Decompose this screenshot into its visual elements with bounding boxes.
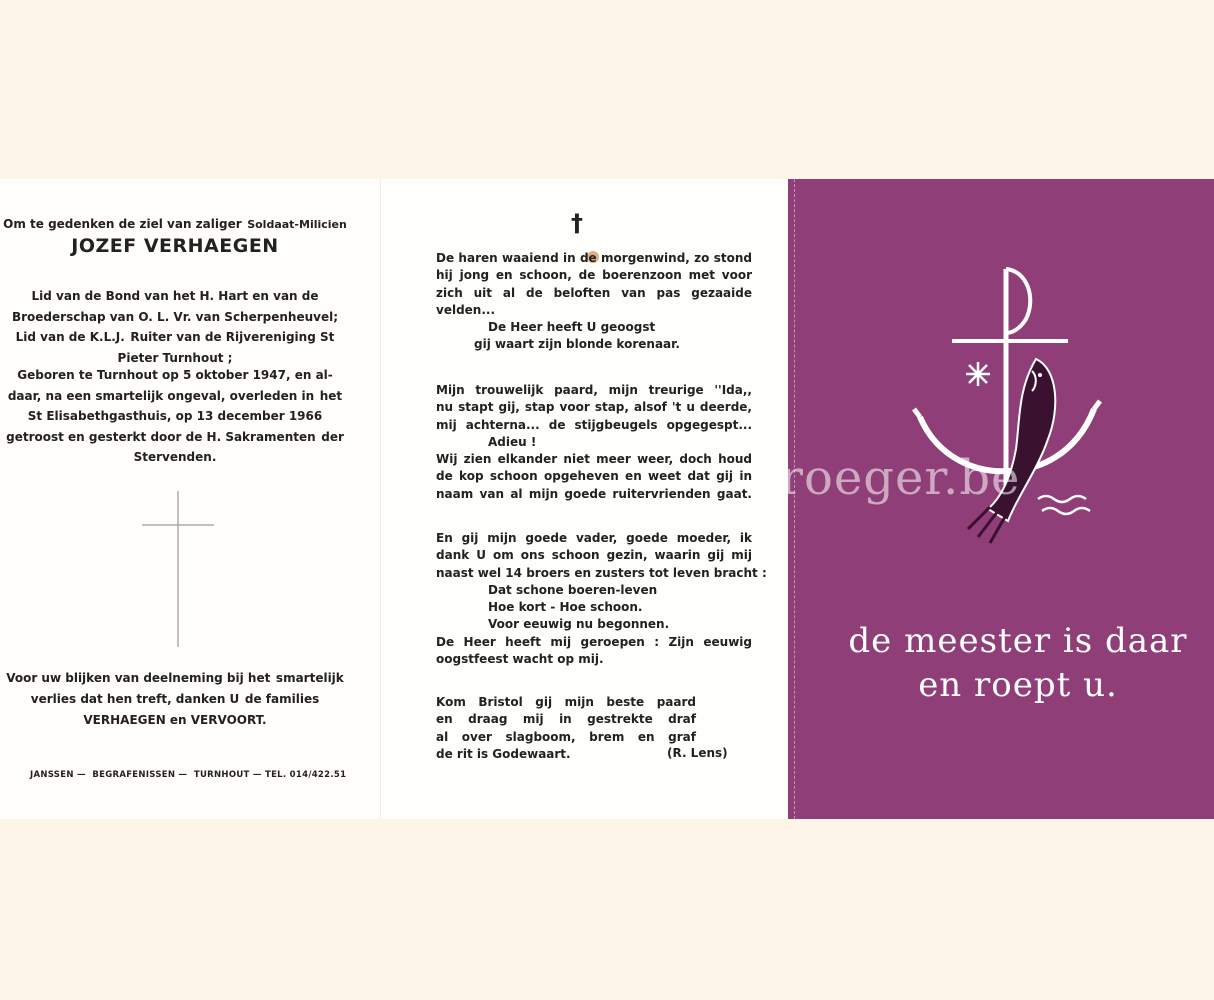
- thanks-line: smartelijk verlies dat hen treft, danken U: [30, 671, 344, 706]
- poem-line: Hoe kort - Hoe schoon.: [488, 600, 643, 615]
- poem-stanza-4: [436, 694, 696, 763]
- poem-line: al over slagboom, brem en graf: [436, 729, 696, 744]
- poem-line: En gij mijn goede vader, goede moeder, ik: [436, 531, 752, 545]
- bio-line: het St Elisabethgasthuis, op 13 december 1966: [27, 388, 343, 423]
- printer-footer: JANSSEN — BEGRAFENISSEN — TURNHOUT — TEL. 014/422.51: [30, 770, 347, 780]
- poem-line: Adieu !: [488, 434, 537, 449]
- poem-line: Dat schone boeren-leven: [488, 582, 658, 597]
- poem-line: velden...: [436, 302, 496, 317]
- motto-line-2: en roept u.: [918, 665, 1118, 705]
- bio-line: Geboren te Turnhout op 5 oktober 1947, en al-: [17, 368, 333, 382]
- poem-line: naast wel 14 broers en zusters tot leven bracht :: [436, 565, 767, 580]
- thin-cross-icon: [140, 489, 216, 649]
- membership-line: Lid van de Bond van het H. Hart en van de: [31, 289, 319, 303]
- poem-line: nu stapt gij, stap voor stap, alsof 't u deerde,: [436, 400, 752, 415]
- bio-line: der Stervenden.: [133, 429, 344, 464]
- membership-line: Broederschap van O. L. Vr. van Scherpenheuvel;: [11, 309, 339, 324]
- poem-line: Mijn trouwelijk paard, mijn treurige ''Ida,,: [436, 383, 752, 397]
- poem-stanza-3: [436, 530, 767, 668]
- membership-line: Ruiter van de Rijvereniging St Pieter Turnhout ;: [117, 330, 335, 365]
- poem-line: Wij zien elkander niet meer weer, doch houd: [436, 452, 752, 467]
- poem-line: hij jong en schoon, de boerenzoon met voor: [436, 268, 752, 283]
- bio-line: daar, na een smartelijk ongeval, overleden in: [7, 388, 315, 403]
- poem-line: oogstfeest wacht op mij.: [436, 652, 604, 667]
- poem-line: De Heer heeft U geoogst: [488, 320, 656, 335]
- memberships-block: [0, 285, 350, 367]
- anchor-cross-fish-icon: [908, 259, 1108, 559]
- poem-line: Kom Bristol gij mijn beste paard: [436, 695, 696, 709]
- motto-line-1: de meester is daar: [848, 621, 1188, 661]
- poem-stanza-1: [436, 250, 752, 354]
- poem-line: zich uit al de beloften van pas gezaaide: [436, 285, 752, 300]
- poem-line: Voor eeuwig nu begonnen.: [488, 617, 670, 632]
- membership-line: Lid van de K.L.J.: [15, 330, 125, 344]
- poem-line: De Heer heeft mij geroepen : Zijn eeuwig: [436, 634, 752, 649]
- card-middle-panel: [380, 179, 789, 819]
- rank-text: Soldaat-Milicien: [247, 218, 347, 231]
- card-left-panel: [0, 179, 380, 819]
- poem-line: en draag mij in gestrekte draf: [436, 712, 696, 727]
- cover-motto: [828, 619, 1208, 707]
- thanks-line: de families VERHAEGEN en VERVOORT.: [83, 692, 320, 727]
- watermark-text: roeger.be: [780, 450, 1021, 506]
- intro-block: [0, 213, 350, 258]
- cross-icon: †: [571, 209, 583, 237]
- intro-text: Om te gedenken de ziel van zaliger: [3, 217, 242, 231]
- bio-block: [0, 364, 350, 467]
- thanks-line: Voor uw blijken van deelneming bij het: [6, 671, 271, 685]
- poem-line: mij achterna... de stijgbeugels opgegespt...: [436, 417, 752, 432]
- thanks-block: [0, 667, 350, 730]
- poem-line: De haren waaiend in de morgenwind, zo stond: [436, 251, 752, 265]
- poem-author: (R. Lens): [667, 746, 728, 760]
- poem-line: gij waart zijn blonde korenaar.: [474, 337, 680, 352]
- poem-line: naam van al mijn goede ruitervrienden gaat.: [436, 486, 752, 501]
- bio-line: getroost en gesterkt door de H. Sakramenten: [6, 429, 316, 444]
- poem-line: dank U om ons schoon gezin, waarin gij mij: [436, 548, 752, 563]
- deceased-name: JOZEF VERHAEGEN: [71, 234, 279, 257]
- poem-stanza-2: [436, 382, 752, 503]
- poem-line: de kop schoon opgeheven en weet dat gij in: [436, 469, 752, 484]
- poem-line: de rit is Godewaart.: [436, 746, 571, 761]
